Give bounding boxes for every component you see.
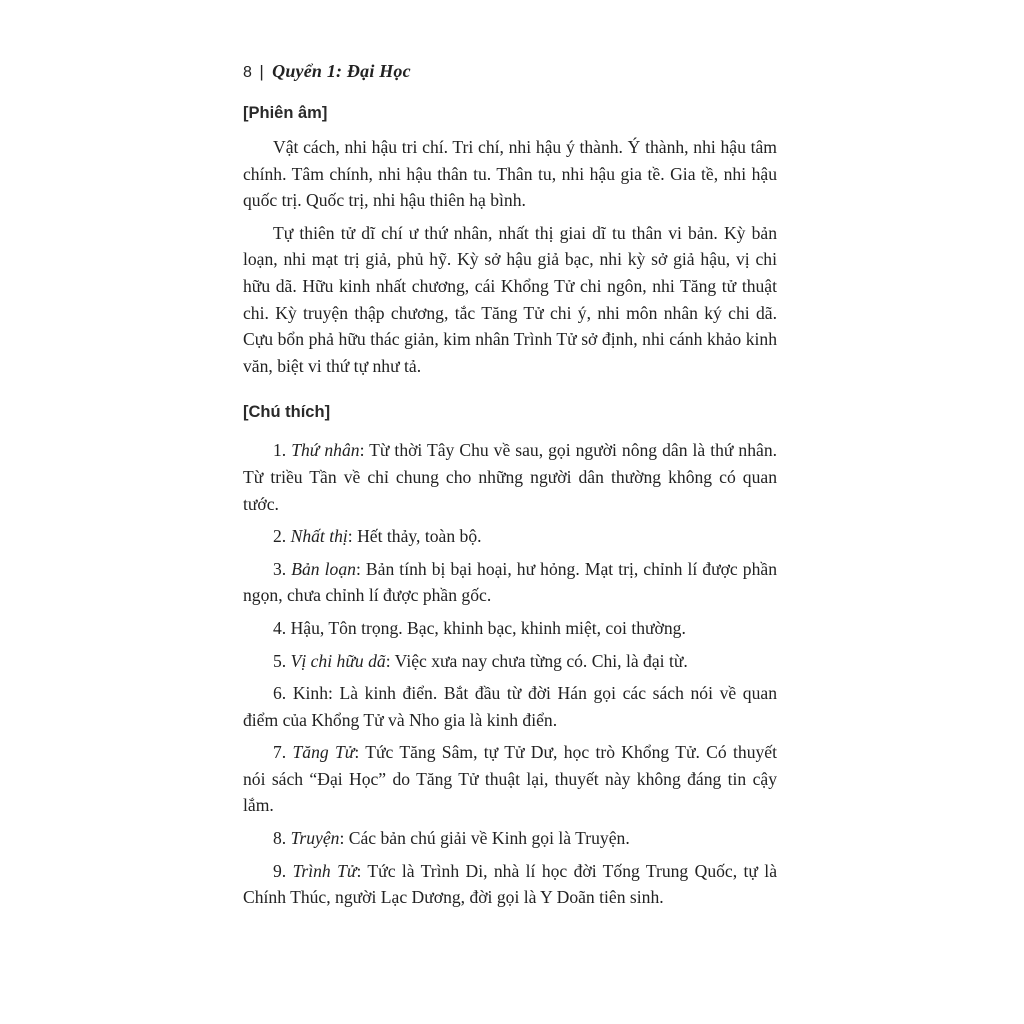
note-text: : Tức là Trình Di, nhà lí học đời Tống Trung Quốc, tự là Chính Thúc, người Lạc Dương, đời gọi là Y Doãn tiên sinh. — [243, 860, 777, 908]
note-item-4 — [243, 615, 777, 642]
note-text: Hậu, Tôn trọng. Bạc, khinh bạc, khinh miệt, coi thường. — [290, 617, 686, 638]
note-term: Bản loạn — [291, 558, 356, 579]
note-term: Trình Tử — [292, 860, 357, 881]
note-term: Nhất thị — [290, 526, 348, 547]
note-item-3 — [243, 556, 777, 609]
note-number: 6. — [273, 683, 293, 704]
note-number: 3. — [273, 558, 292, 579]
note-term: Tăng Tử — [292, 742, 355, 763]
running-header — [243, 56, 777, 86]
note-number: 8. — [273, 828, 291, 849]
notes-list — [243, 437, 777, 911]
page-number: 8 — [243, 64, 252, 81]
section-heading-phien-am: [Phiên âm] — [243, 104, 328, 122]
note-text: : Từ thời Tây Chu về sau, gọi người nông dân là thứ nhân. Từ triều Tần về chỉ chung cho những người dân thường không có quan tước. — [243, 440, 778, 514]
section-heading-chu-thich: [Chú thích] — [243, 403, 331, 422]
note-item-2 — [243, 523, 777, 550]
note-item-9 — [243, 858, 777, 911]
note-term: Truyện — [290, 828, 340, 849]
book-page — [243, 56, 777, 917]
phien-am-paragraph-2: Tự thiên tử dĩ chí ư thứ nhân, nhất thị giai dĩ tu thân vi bản. Kỳ bản loạn, nhi mạt trị giả, phủ hỹ. Kỳ sở hậu giả bạc, nhi kỳ sở giả hậu, vị chi hữu dã. Hữu kinh nhất chương, cái Khổng Tử chi ngôn, nhi Tăng tử thuật chi. Kỳ truyện thập chương, tắc Tăng Tử chi ý, nhi môn nhân ký chi dã. Cựu bổn phả hữu thác giản, kim nhân Trình Tử sở định, nhi cánh khảo kinh văn, biệt vi thứ tự như tả. — [243, 222, 777, 376]
note-number: 1. — [273, 440, 292, 461]
note-number: 4. — [273, 617, 291, 638]
header-separator: | — [259, 62, 264, 81]
note-text: : Hết thảy, toàn bộ. — [347, 526, 482, 547]
note-number: 5. — [273, 650, 291, 671]
note-text: : Các bản chú giải về Kinh gọi là Truyện. — [339, 828, 630, 849]
note-term: Thứ nhân — [291, 440, 360, 461]
note-term: Vị chi hữu dã — [290, 650, 386, 671]
note-number: 7. — [273, 742, 293, 763]
note-item-6 — [243, 680, 777, 733]
note-item-7 — [243, 739, 777, 819]
note-item-1 — [243, 437, 777, 517]
note-text: Kinh: Là kinh điển. Bắt đầu từ đời Hán gọi các sách nói về quan điểm của Khổng Tử và Nho gia là kinh điển. — [243, 683, 777, 730]
note-item-5 — [243, 648, 777, 675]
book-title: Quyển 1: Đại Học — [272, 61, 411, 81]
note-item-8 — [243, 825, 777, 852]
note-text: : Việc xưa nay chưa từng có. Chi, là đại từ. — [385, 650, 688, 671]
note-text: : Tức Tăng Sâm, tự Tử Dư, học trò Khổng Tử. Có thuyết nói sách “Đại Học” do Tăng Tử thuật lại, thuyết này không đáng tin cậy lắm. — [243, 742, 777, 816]
note-number: 2. — [273, 526, 291, 547]
note-text: : Bản tính bị bại hoại, hư hỏng. Mạt trị, chỉnh lí được phần ngọn, chưa chỉnh lí được phần gốc. — [243, 558, 778, 606]
note-number: 9. — [273, 860, 293, 881]
phien-am-paragraph-1: Vật cách, nhi hậu tri chí. Tri chí, nhi hậu ý thành. Ý thành, nhi hậu tâm chính. Tâm chính, nhi hậu thân tu. Thân tu, nhi hậu gia tề. Gia tề, nhi hậu quốc trị. Quốc trị, nhi hậu thiên hạ bình. — [243, 137, 777, 211]
